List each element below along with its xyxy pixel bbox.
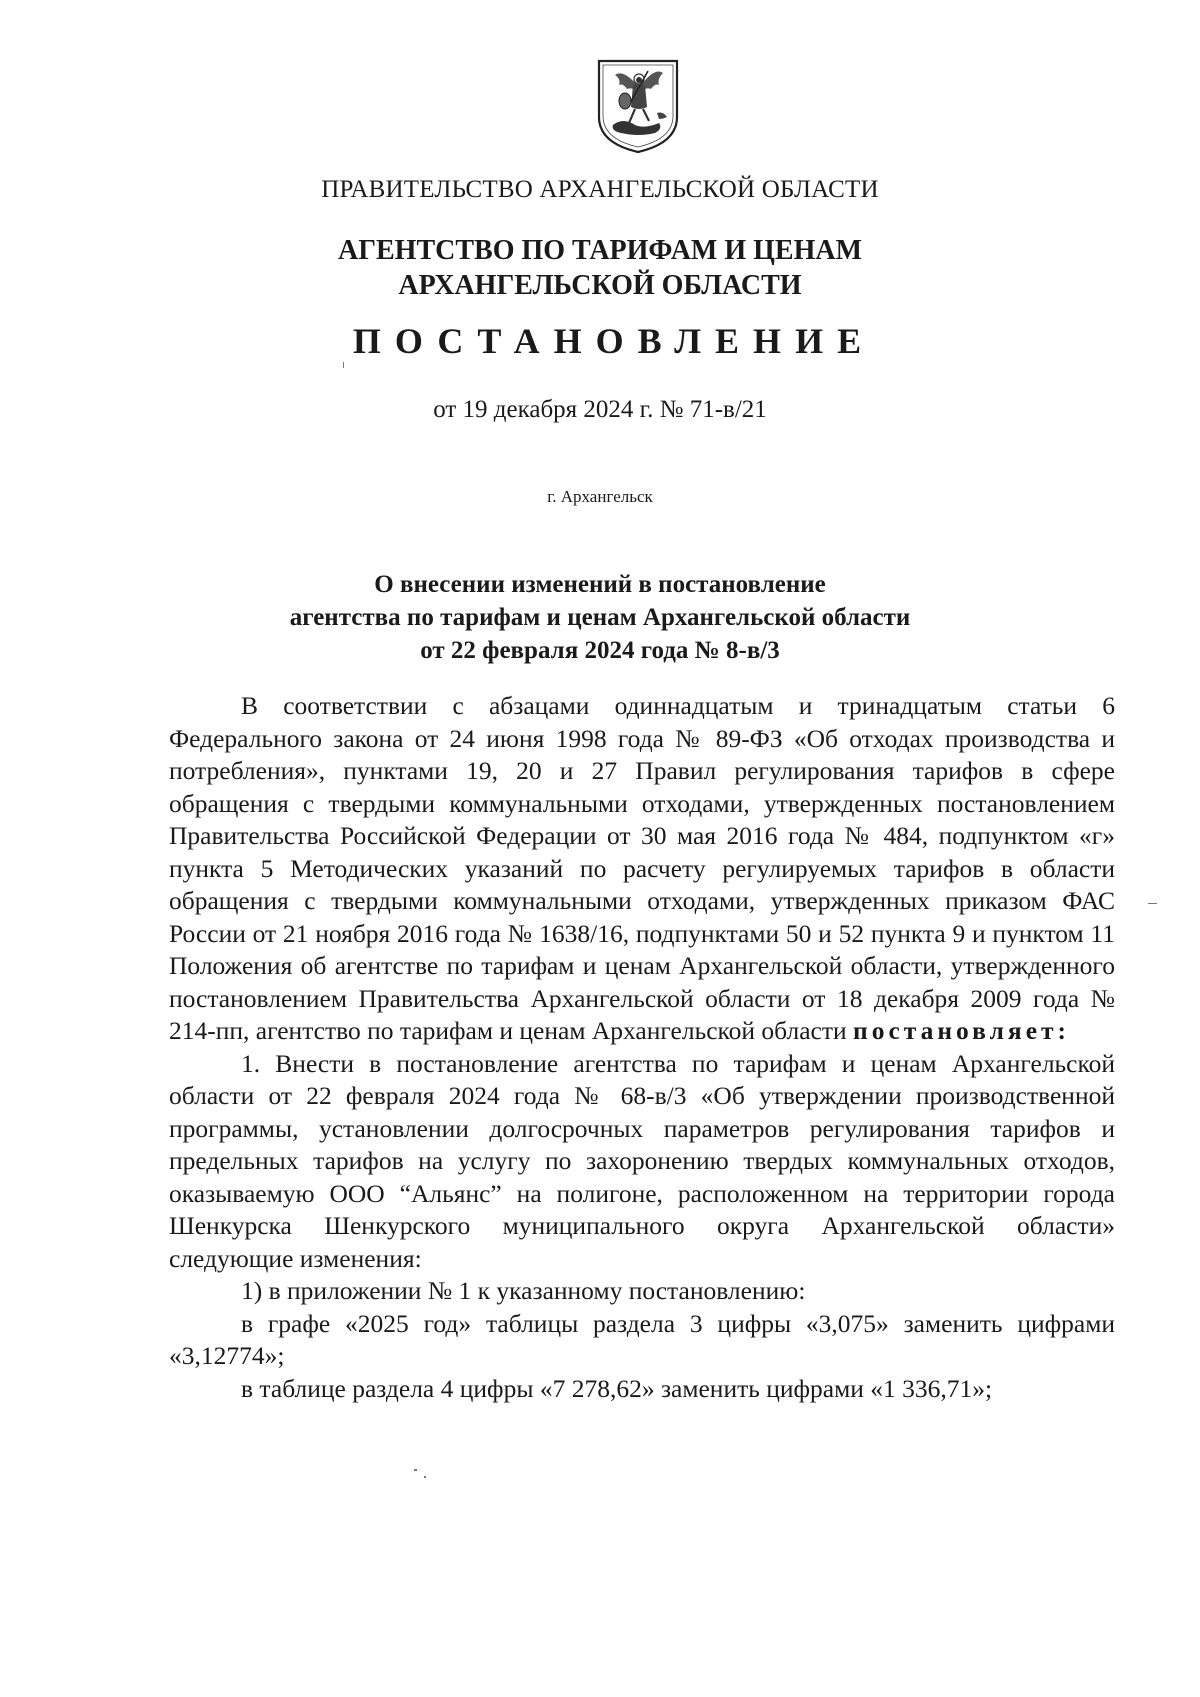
- document-date-number: от 19 декабря 2024 г. № 71-в/21: [433, 396, 767, 423]
- preamble-paragraph: [169, 690, 1115, 1048]
- document-type-title: ПОСТАНОВЛЕНИЕ: [352, 321, 876, 361]
- agency-title-line-2: АРХАНГЕЛЬСКОЙ ОБЛАСТИ: [398, 270, 802, 301]
- scan-speck: [414, 1469, 417, 1471]
- subject-line-1: О внесении изменений в постановление: [374, 571, 826, 598]
- subitem-1-paragraph: 1) в приложении № 1 к указанному постановлению:: [241, 1276, 806, 1305]
- subject-line-3: от 22 февраля 2024 года № 8-в/3: [420, 637, 780, 664]
- subject-line-2: агентства по тарифам и ценам Архангельской области: [289, 604, 911, 631]
- preamble-text: В соответствии с абзацами одиннадцатым и тринадцатым статьи 6 Федерального закона от 24 июня 1998 года № 89-ФЗ «Об отходах производства и потребления», пунктами 19, 20 и 27 Правил регулирования тарифов в сфере обращения с твердыми коммунальными отходами, утвержденных постановлением Правительства Российской Федерации от 30 мая 2016 года № 484, подпунктом «г» пункта 5 Методических указаний по расчету регулируемых тарифов в области обращения с твердыми коммунальными отходами, утвержденных приказом ФАС России от 21 ноября 2016 года № 1638/16, подпунктами 50 и 52 пункта 9 и пунктом 11 Положения об агентстве по тарифам и ценам Архангельской области, утвержденного постановлением Правительства Архангельской области от 18 декабря 2009 года № 214-пп, агентство по тарифам и ценам Архангельской области: [169, 691, 1115, 1045]
- document-body: [169, 690, 1115, 1405]
- document-subject: [0, 568, 1200, 667]
- change-2-paragraph: в таблице раздела 4 цифры «7 278,62» заменить цифрами «1 336,71»;: [241, 1373, 993, 1403]
- scan-speck: [1148, 903, 1157, 904]
- government-title: ПРАВИТЕЛЬСТВО АРХАНГЕЛЬСКОЙ ОБЛАСТИ: [321, 176, 879, 203]
- scan-speck: [343, 362, 344, 368]
- change-1-paragraph: в графе «2025 год» таблицы раздела 3 цифры «3,075» заменить цифрами «3,12774»;: [169, 1308, 1115, 1370]
- city-label: г. Архангельск: [547, 487, 653, 506]
- archangel-coat-of-arms-icon: [593, 55, 683, 155]
- resolves-keyword: постановляет:: [853, 1016, 1071, 1045]
- agency-title-line-1: АГЕНТСТВО ПО ТАРИФАМ И ЦЕНАМ: [337, 235, 863, 266]
- item-1-paragraph: 1. Внести в постановление агентства по тарифам и ценам Архангельской области от 22 февраля 2024 года № 68-в/3 «Об утверждении производственной программы, установлении долгосрочных параметров регулирования тарифов и предельных тарифов на услугу по захоронению твердых коммунальных отходов, оказываемую ООО “Альянс” на полигоне, расположенном на территории города Шенкурска Шенкурского муниципального округа Архангельской области» следующие изменения:: [169, 1048, 1115, 1273]
- agency-title: [0, 233, 1200, 303]
- scan-speck: [424, 1476, 426, 1478]
